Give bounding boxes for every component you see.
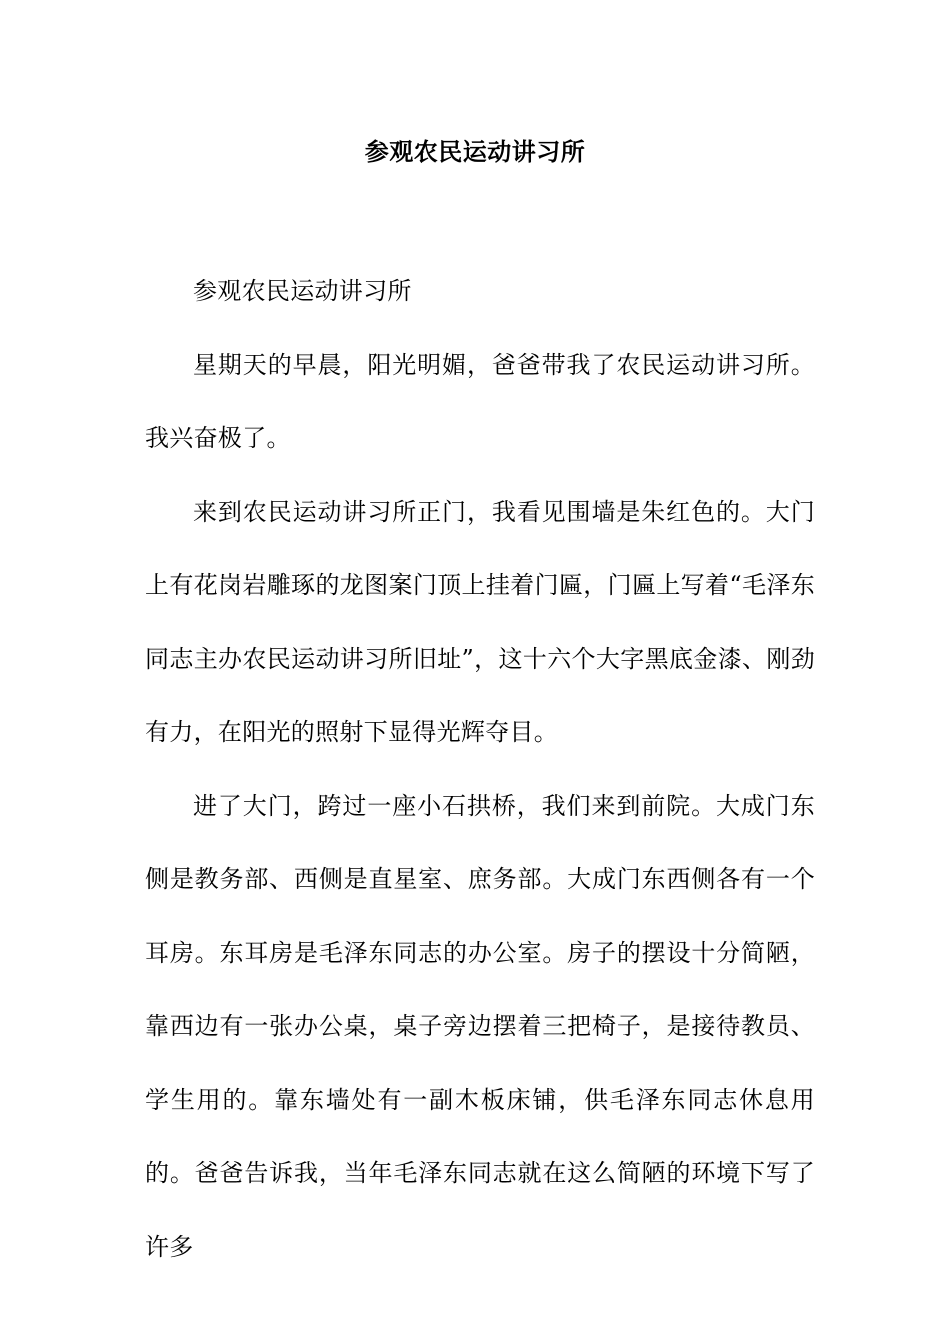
paragraph-heading: 参观农民运动讲习所 [193, 277, 412, 305]
paragraph: 星期天的早晨，阳光明媚，爸爸带我了农民运动讲习所。我兴奋极了。 [145, 350, 815, 452]
paragraph: 来到农民运动讲习所正门，我看见围墙是朱红色的。大门上有花岗岩雕琢的龙图案门顶上挂着门匾，门匾上写着“毛泽东同志主办农民运动讲习所旧址”，这十六个大字黑底金漆、刚劲有力，在阳光的照射下显得光辉夺目。 [145, 497, 815, 746]
paragraph: 进了大门，跨过一座小石拱桥，我们来到前院。大成门东侧是教务部、西侧是直星室、庶务部。大成门东西侧各有一个耳房。东耳房是毛泽东同志的办公室。房子的摆设十分简陋，靠西边有一张办公桌，桌子旁边摆着三把椅子，是接待教员、学生用的。靠东墙处有一副木板床铺，供毛泽东同志休息用的。爸爸告诉我，当年毛泽东同志就在这么简陋的环境下写了许多 [145, 791, 815, 1261]
document-title: 参观农民运动讲习所 [364, 137, 586, 166]
document-body [145, 255, 815, 1284]
